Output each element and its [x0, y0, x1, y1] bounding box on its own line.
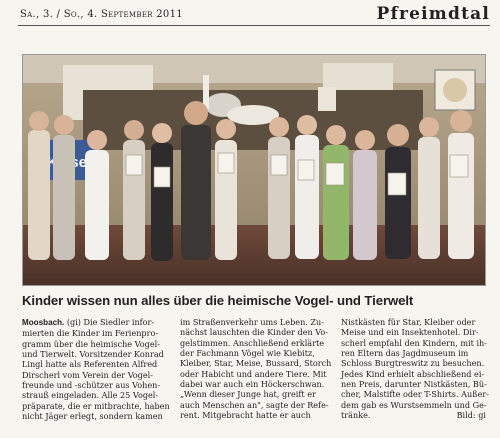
- column-line: freunde und -schützer aus Vohen-: [22, 380, 161, 391]
- column-line: auch Menschen an", sagte der Refe-: [180, 399, 329, 410]
- column-line: dem gab es Wurstsemmeln und Ge-: [341, 399, 487, 410]
- column-line: im Straßenverkehr ums Leben. Zu-: [180, 317, 324, 327]
- column-line: Moosbach. (gi) Die Siedler infor-: [22, 317, 155, 327]
- article-column-1: [22, 317, 170, 422]
- column-line: rent. Mitgebracht hatte er auch: [180, 410, 311, 421]
- dateline-place: Moosbach.: [22, 318, 65, 327]
- column-line: oder Habicht und andere Tiere. Mit: [180, 368, 327, 379]
- column-line: und Tierwelt. Vorsitzender Konrad: [22, 349, 164, 360]
- column-line: nen Preis, darunter Nistkästen, Bü-: [341, 379, 487, 390]
- column-line: Dirscherl vom Verein der Vogel-: [22, 369, 153, 380]
- column-line: Meise und ein Insektenhotel. Dir-: [341, 327, 479, 338]
- column-line: der Fachmann Vögel wie Kiebitz,: [180, 348, 315, 359]
- column-line: cher, Malstifte oder T-Shirts. Außer-: [341, 389, 489, 400]
- column-line: ren Eltern das Jagdmuseum im: [341, 348, 469, 359]
- column-line: Kleiber, Star, Meise, Bussard, Storch: [180, 358, 332, 369]
- column-line: mierten die Kinder im Ferienpro-: [22, 328, 159, 339]
- column-line: präparate, die er mitbrachte, haben: [22, 400, 170, 411]
- column-line: „Wenn dieser Junge hat, greift er: [180, 389, 316, 400]
- article-body: [22, 317, 488, 432]
- column-line: gelstimmen. Anschließend erklärte: [180, 337, 325, 348]
- section-title: Pfreimdtal: [376, 4, 490, 24]
- column-line: dabei war auch ein Höckerschwan.: [180, 379, 325, 390]
- page-header: [18, 4, 490, 26]
- column-line: Lingl hatte als Referenten Alfred: [22, 359, 158, 370]
- column-line: nicht Jäger erlegt, sondern kamen: [22, 411, 163, 422]
- column-line: Jedes Kind erhielt abschließend ei-: [341, 368, 485, 379]
- article-headline: Kinder wissen nun alles über die heimische Vogel- und Tierwelt: [22, 293, 414, 308]
- column-line: strauß eingeladen. Alle 25 Vogel-: [22, 390, 159, 401]
- column-line: gramm über die heimische Vogel-: [22, 338, 160, 349]
- header-rule: [18, 25, 490, 26]
- column-line: Schloss Burgtreswitz zu besuchen.: [341, 358, 485, 369]
- column-line: tränke. Bild: gi: [341, 410, 486, 421]
- article-column-3: [341, 317, 489, 421]
- column-line: nächst lauschten die Kinder den Vo-: [180, 327, 328, 338]
- issue-date: Sa., 3. / So., 4. September 2011: [20, 9, 183, 20]
- article-photo: [22, 54, 486, 286]
- photo-credit: Bild: gi: [456, 410, 486, 421]
- column-line: Nistkästen für Star, Kleiber oder: [341, 317, 476, 327]
- article-column-2: [180, 317, 332, 421]
- column-line: scherl empfahl den Kindern, mit ih-: [341, 337, 487, 348]
